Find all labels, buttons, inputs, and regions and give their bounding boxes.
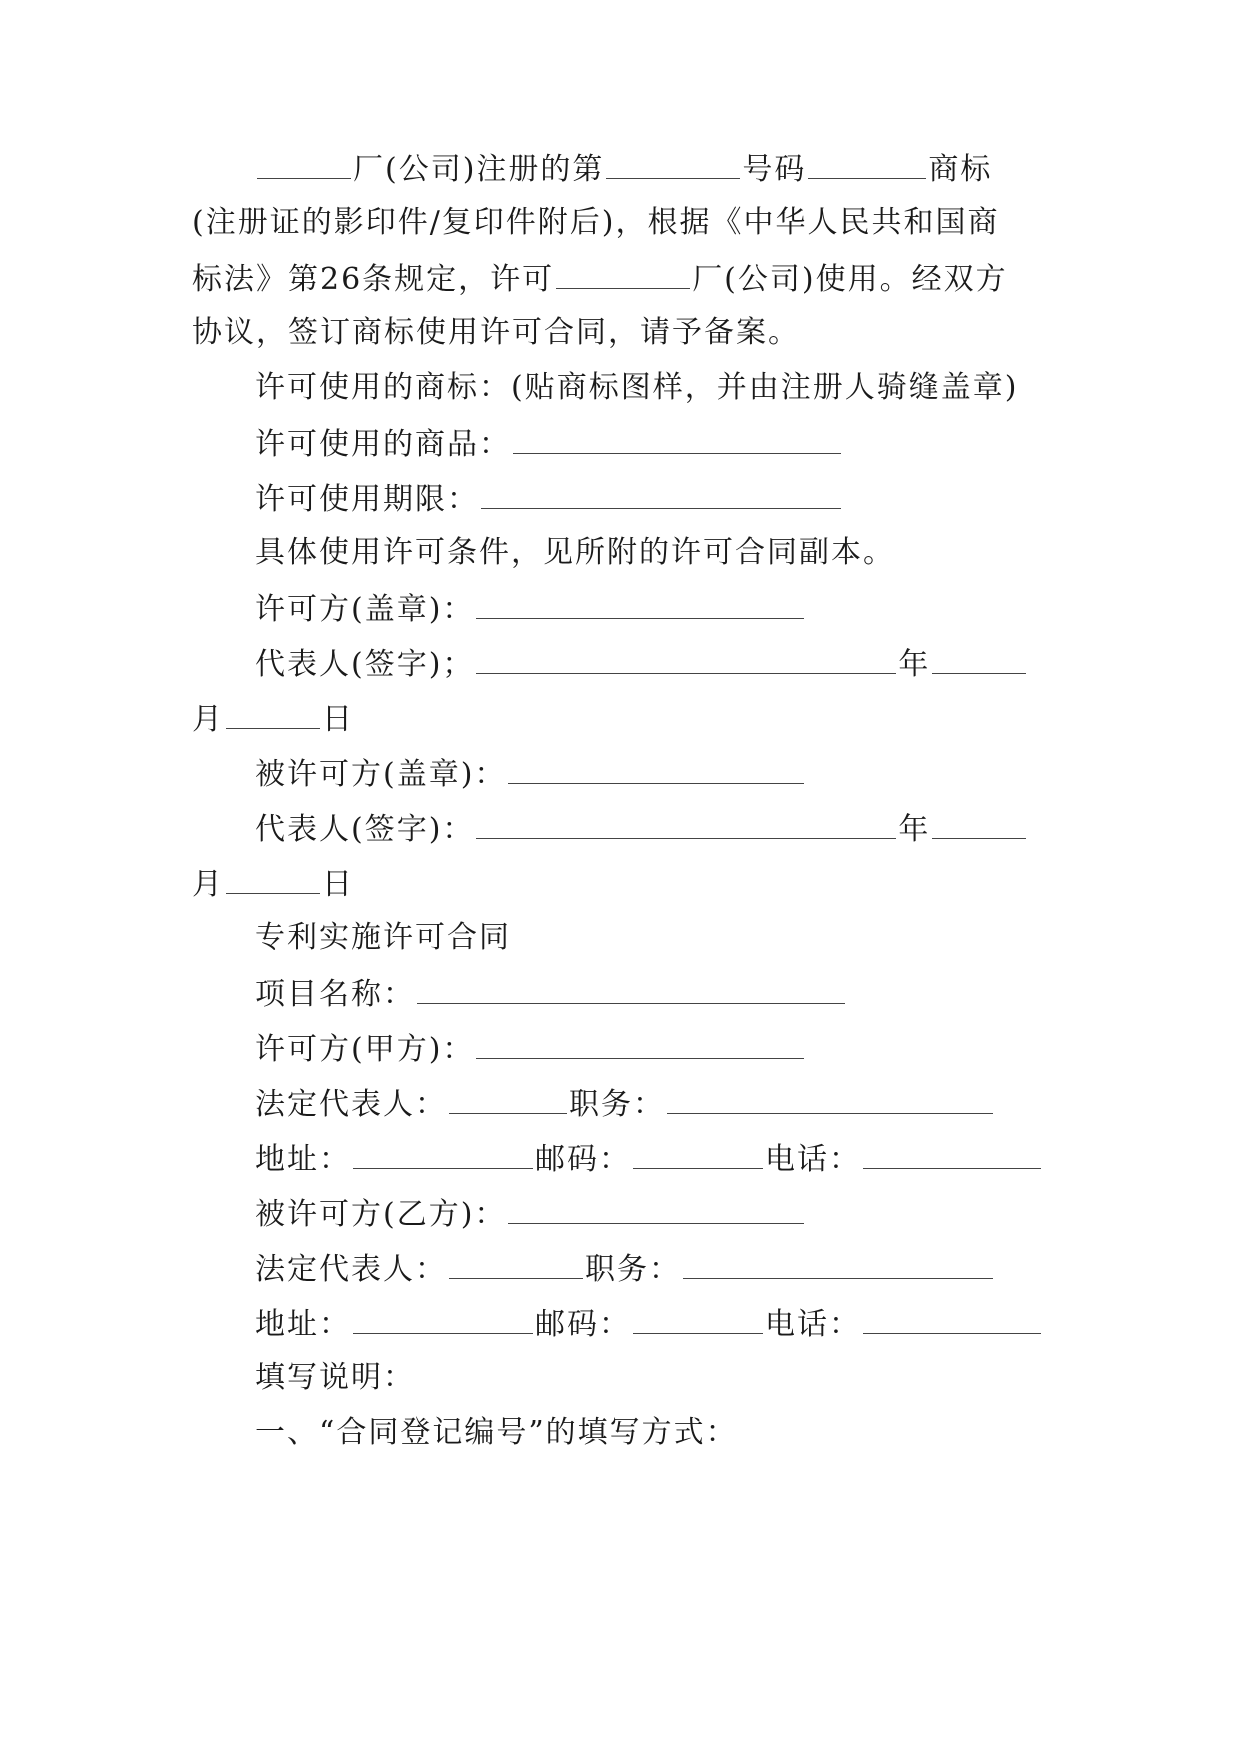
paragraph-line: (注册证的影印件/复印件附后)，根据《中华人民共和国商	[192, 205, 1000, 240]
legal-rep-field[interactable]	[449, 1083, 567, 1114]
project-name-field[interactable]	[417, 973, 845, 1004]
rep-signature-field[interactable]	[476, 808, 896, 839]
license-term-field[interactable]	[481, 478, 841, 509]
paragraph-line: 厂(公司)注册的第 号码 商标	[255, 148, 992, 188]
licensor-row: 许可方(甲方)：	[255, 1028, 806, 1068]
blank-registration-number[interactable]	[606, 148, 740, 179]
postcode-field[interactable]	[633, 1303, 763, 1334]
address-field[interactable]	[353, 1303, 533, 1334]
licensor-field[interactable]	[476, 1028, 804, 1059]
address-field[interactable]	[353, 1138, 533, 1169]
date-row-2: 月 日	[192, 863, 354, 903]
rep-signature-row-1: 代表人(签字)； 年	[255, 643, 1028, 683]
paragraph-line: 协议，签订商标使用许可合同，请予备案。	[192, 315, 800, 350]
patent-form-title: 专利实施许可合同	[255, 920, 511, 955]
licensed-mark-label: 许可使用的商标：(贴商标图样，并由注册人骑缝盖章)	[255, 370, 1019, 405]
blank-licensee-factory[interactable]	[556, 258, 690, 289]
phone-field[interactable]	[863, 1138, 1041, 1169]
month-field[interactable]	[226, 863, 320, 894]
project-name-row: 项目名称：	[255, 973, 847, 1013]
year-field[interactable]	[932, 808, 1026, 839]
position-field[interactable]	[683, 1248, 993, 1279]
address-row-2: 地址： 邮码： 电话：	[255, 1303, 1043, 1343]
legal-rep-row-2: 法定代表人： 职务：	[255, 1248, 995, 1288]
date-row-1: 月 日	[192, 698, 354, 738]
licensee-field[interactable]	[508, 1193, 804, 1224]
blank-factory[interactable]	[257, 148, 351, 179]
month-field[interactable]	[226, 698, 320, 729]
year-field[interactable]	[932, 643, 1026, 674]
phone-field[interactable]	[863, 1303, 1041, 1334]
blank-trademark[interactable]	[808, 148, 926, 179]
licensee-seal-row: 被许可方(盖章)：	[255, 753, 806, 793]
rep-signature-field[interactable]	[476, 643, 896, 674]
licensee-seal-field[interactable]	[508, 753, 804, 784]
instructions-item-1: 一、“合同登记编号”的填写方式：	[255, 1415, 738, 1450]
licensor-seal-row: 许可方(盖章)：	[255, 588, 806, 628]
license-term-row: 许可使用期限：	[255, 478, 843, 518]
licensed-goods-field[interactable]	[513, 423, 841, 454]
legal-rep-row-1: 法定代表人： 职务：	[255, 1083, 995, 1123]
licensor-seal-field[interactable]	[476, 588, 804, 619]
legal-rep-field[interactable]	[449, 1248, 583, 1279]
address-row-1: 地址： 邮码： 电话：	[255, 1138, 1043, 1178]
position-field[interactable]	[667, 1083, 993, 1114]
postcode-field[interactable]	[633, 1138, 763, 1169]
rep-signature-row-2: 代表人(签字)： 年	[255, 808, 1028, 848]
conditions-note: 具体使用许可条件，见所附的许可合同副本。	[255, 535, 895, 570]
paragraph-line: 标法》第26条规定，许可 厂(公司)使用。经双方	[192, 258, 1008, 298]
licensed-goods-row: 许可使用的商品：	[255, 423, 843, 463]
instructions-heading: 填写说明：	[255, 1360, 415, 1395]
licensee-row: 被许可方(乙方)：	[255, 1193, 806, 1233]
